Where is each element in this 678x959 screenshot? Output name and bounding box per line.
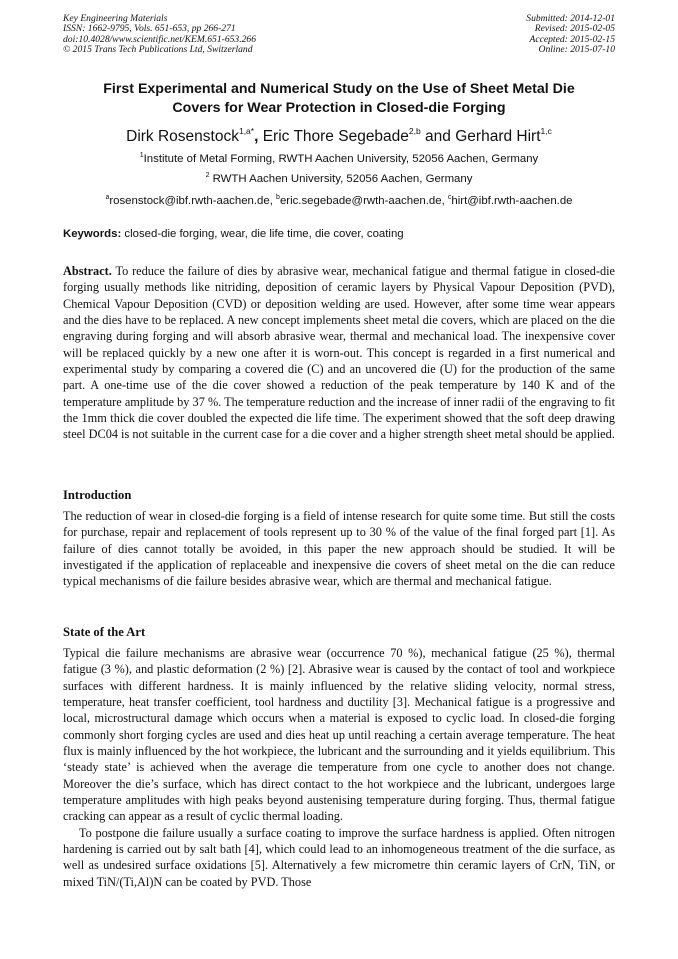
title-line-2: Covers for Wear Protection in Closed-die Forging bbox=[172, 100, 506, 116]
issn: ISSN: 1662-9795, Vols. 651-653, pp 266-271 bbox=[63, 23, 236, 35]
paper-title bbox=[40, 80, 638, 118]
abstract-label: Abstract. bbox=[63, 264, 112, 278]
copyright: © 2015 Trans Tech Publications Ltd, Switzerland bbox=[63, 44, 253, 56]
journal-name: Key Engineering Materials bbox=[63, 13, 168, 24]
email-line bbox=[20, 191, 658, 208]
doi: doi:10.4028/www.scientific.net/KEM.651-653.266 bbox=[63, 33, 257, 45]
author-1-sup: 1,a* bbox=[238, 126, 255, 136]
keywords-text: closed-die forging, wear, die life time, die cover, coating bbox=[121, 228, 404, 240]
revised-date: Revised: 2015-02-05 bbox=[534, 23, 615, 35]
title-line-1: First Experimental and Numerical Study on the Use of Sheet Metal Die bbox=[103, 81, 575, 97]
affiliation-2-sup: 2 bbox=[205, 172, 210, 179]
author-3-sup: 1,c bbox=[540, 126, 552, 136]
state-of-art-paragraph-2: To postpone die failure usually a surface coating to improve the surface hardness is applied. Often nitrogen hardening is carried out by salt bath [4], which could lead to an inhomogeneous treatment of the die surface, as well as undesired surface oxidations [5]. Alternatively a few micrometre thin ceramic layers of CrN, TiN, or mixed TiN/(Ti,Al)N can be coated by PVD. Those bbox=[63, 825, 615, 889]
affiliation-2 bbox=[20, 169, 658, 186]
author-2-sup: 2,b bbox=[408, 126, 421, 136]
email-a-sup: a bbox=[105, 194, 110, 201]
affiliation-1 bbox=[20, 149, 658, 166]
state-of-art-paragraph-1: Typical die failure mechanisms are abrasive wear (occurrence 70 %), mechanical fatigue (25 %), thermal fatigue (3 %), and plastic deformation (2 %) [2]. Abrasive wear is caused by the contact of tool and workpiece surfaces with different hardness. It is mainly influenced by the relative sliding velocity, normal stress, temperature, heat transfer coefficient, tool hardness and ductility [3]. Mechanical fatigue is a progressive and local, microstructural damage which occurs when a material is exposed to cyclic load. In closed-die forging commonly short forging cycles are used and dies heat up until reaching a certain average temperature. The heat flux is mainly influenced by the hot workpiece, the lubricant and the surrounding and it yields equilibrium. This ‘steady state’ is achieved when the average die temperature from one cycle to another does not change. Moreover the die’s surface, which has direct contact to the hot workpiece and the lubricant, undergoes large temperature amplitudes with high peaks beyond austenising temperature during forging. Thus, thermal fatigue cracking can appear as a result of cyclic thermal loading. bbox=[63, 646, 615, 824]
state-of-art-heading: State of the Art bbox=[63, 625, 146, 639]
dates-info bbox=[526, 14, 615, 56]
author-separator-1: , bbox=[254, 128, 263, 145]
author-separator-2: and bbox=[420, 128, 456, 145]
email-b: eric.segebade@rwth-aachen.de, bbox=[279, 195, 448, 207]
introduction-body bbox=[63, 508, 615, 590]
affiliation-1-sup: 1 bbox=[139, 152, 144, 159]
abstract-text: To reduce the failure of dies by abrasive wear, mechanical fatigue and thermal fatigue in closed-die forging usually methods like nitriding, deposition of ceramic layers by Physical Vapour Deposition (PVD), Chemical Vapour Deposition (CVD) or deposition welding are used. However, after some time wear appears and the dies have to be replaced. A new concept implements sheet metal die covers, which are placed on the die engraving during forging and will absorb abrasive wear, thermal and mechanical load. The inexpensive cover will be replaced quickly by a new one after it is worn-out. This concept is regarded in a first numerical and experimental study by comparing a covered die (C) and an uncovered die (U) for the production of the same part. A one-time use of the die cover showed a reduction of the peak temperature by 140 K and of the temperature amplitude by 37 %. The temperature reduction and the increase of inner radii of the engraving to fit the 1mm thick die cover doubled the expected die life time. The experiment showed that the soft deep drawing steel DC04 is not suitable in the current case for a die cover and a higher strength sheet metal should be applied. bbox=[63, 264, 615, 442]
state-of-art-body bbox=[63, 645, 615, 890]
abstract bbox=[63, 263, 615, 443]
author-3-name: Gerhard Hirt bbox=[455, 128, 541, 145]
introduction-heading: Introduction bbox=[63, 488, 132, 502]
introduction-paragraph: The reduction of wear in closed-die forging is a field of intense research for quite some time. But still the costs for purchase, repair and replacement of tools represent up to 30 % of the value of the final forged part [1]. As failure of dies cannot totally be avoided, in this paper the new approach should be studied. It will be investigated if the application of replaceable and inexpensive die covers of sheet metal on the die can reduce typical mechanisms of die failure besides abrasive wear, which are thermal and mechanical fatigue. bbox=[63, 509, 615, 589]
journal-info bbox=[63, 14, 256, 56]
keywords-label: Keywords: bbox=[63, 228, 122, 240]
author-list bbox=[20, 122, 658, 146]
email-b-sup: b bbox=[276, 194, 280, 201]
author-1-name: Dirk Rosenstock bbox=[126, 128, 239, 145]
author-2-name: Eric Thore Segebade bbox=[262, 128, 409, 145]
email-c-sup: c bbox=[447, 194, 452, 201]
page-header bbox=[63, 14, 615, 66]
affiliation-1-text: Institute of Metal Forming, RWTH Aachen University, 52056 Aachen, Germany bbox=[143, 153, 539, 165]
affiliation-2-text: RWTH Aachen University, 52056 Aachen, Germany bbox=[209, 173, 473, 185]
accepted-date: Accepted: 2015-02-15 bbox=[529, 33, 615, 45]
submitted-date: Submitted: 2014-12-01 bbox=[526, 13, 615, 24]
online-date: Online: 2015-07-10 bbox=[538, 44, 615, 56]
keywords bbox=[63, 227, 615, 241]
email-c: hirt@ibf.rwth-aachen.de bbox=[451, 195, 573, 207]
email-a: rosenstock@ibf.rwth-aachen.de, bbox=[109, 195, 277, 207]
